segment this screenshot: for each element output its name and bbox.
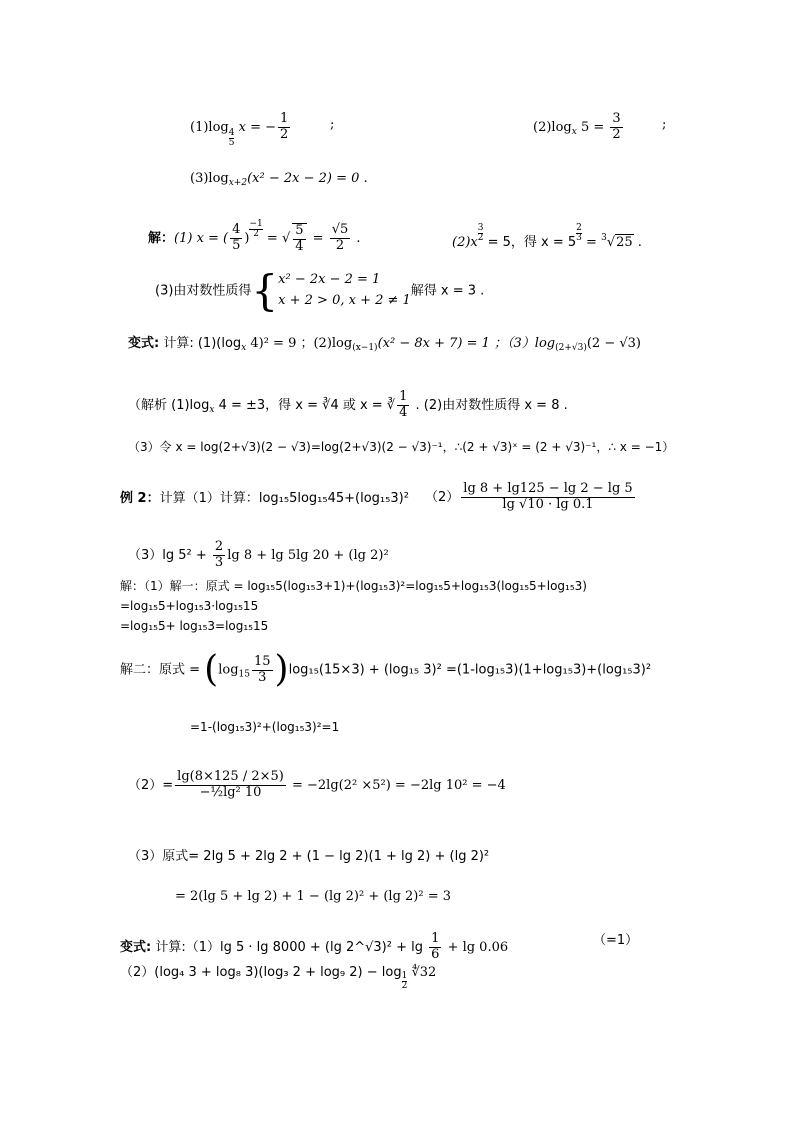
analysis-line-3: （3）令 x = log(2+√3)(2 − √3)=log(2+√3)(2 − √3)⁻¹，∴(2 + √3)ˣ = (2 + √3)⁻¹，∴ x = −1）: [128, 440, 675, 454]
problem-1: (1)log $\frac{4}{5}$ x = − $\frac{1}{2}$: [190, 111, 289, 148]
solution2-part-3-line-1: （3）原式= 2lg 5 + 2lg 2 + (1 − lg 2)(1 + lg 2) + (lg 2)²: [128, 849, 490, 864]
solution2-method-2-line-2: =1-(log₁₅3)²+(log₁₅3)²=1: [190, 720, 340, 734]
solution2-part-3-line-2: = 2(lg 5 + lg 2) + 1 − (lg 2)² + (lg 2)² = 3: [175, 889, 452, 904]
solution-2: (2)x $\frac{3}{2}$ = 5，得 x = 5 $\frac{2}{3}$ = $^3$√25 .: [452, 223, 642, 250]
example-2-part-2: （2） $\frac{\lg 8 + \lg 125 - \lg 2 - \lg 5}{\lg √10 \cdot \lg 0.1}$: [425, 481, 633, 512]
solution2-line-2: =log₁₅5+log₁₅3·log₁₅15: [120, 599, 259, 613]
analysis-line: （解析 $(1)\log_x$ 4 = ±3，得 x = ∛4 或 x = ∛ $\frac{1}{4}$ . (2)由对数性质得 x = 8 .: [128, 389, 568, 420]
solution-3: (3)由对数性质得{ x² − 2x − 2 = 1 x + 2 > 0, x + 2 ≠ 1 解得 x = 3 .: [155, 266, 485, 315]
semicolon-2: ;: [662, 117, 667, 132]
example-2-part-3: （3）lg 5² + $\frac{2}{3}$ lg 8 + lg 5lg 20 + (lg 2)²: [128, 539, 389, 570]
example-2: 例 2：计算（1）计算：log₁₅5log₁₅45+(log₁₅3)²: [120, 491, 409, 506]
variant-2-answer: （=1）: [593, 933, 639, 948]
problem-2: $(2)\log_x$ 5 = $\frac{3}{2}$: [533, 111, 621, 142]
solution2-line-1: 解：（1）解一：原式 = log₁₅5(log₁₅3+1)+(log₁₅3)²=log₁₅5+log₁₅3(log₁₅5+log₁₅3): [120, 579, 587, 593]
variant-2-line-2: （2）(log₄ 3 + log₈ 3)(log₃ 2 + log₉ 2) − log $\frac{1}{2}$ ∜32: [120, 965, 437, 991]
semicolon-1: ;: [330, 117, 335, 132]
solution2-part-2: （2）= $\frac{\lg(8\times 125 / 2\times 5)}{\text{−½lg² 10}}$ = −2lg(2² ×5²) = −2lg 10² = −4: [128, 769, 506, 800]
solution2-method-2: 解二：原式 = ($\log_{15}$ $\frac{15}{3}$ )log₁₅(15×3) + (log₁₅ 3)² =(1-log₁₅3)(1+log₁₅3)+(log₁₅3)²: [120, 649, 652, 690]
variant-1: 变式: 计算: $(1)(\log_x$ 4)² = 9 ；$(2)\log_{(x-1)}(x^2 - 8x + 7) = 1$ ；$(3)\log_{(2+√3)}(2 - √3)$: [128, 336, 641, 353]
variant-2-line-1: 变式: 计算:（1）lg 5 · lg 8000 + (lg 2^√3)² + lg $\frac{1}{6}$ + lg 0.06: [120, 931, 509, 962]
problem-3: $(3)\log_{x+2}(x^2 - 2x - 2) = 0$ .: [190, 171, 368, 188]
solution2-line-3: =log₁₅5+ log₁₅3=log₁₅15: [120, 619, 269, 633]
left-brace: {: [251, 266, 279, 315]
solution-1-2: 解：(1) x = ( $\frac{4}{5}$ ) $\frac{-1}{2}$ = √ $\frac{5}{4}$ = $\frac{√5}{2}$ .: [148, 219, 361, 254]
